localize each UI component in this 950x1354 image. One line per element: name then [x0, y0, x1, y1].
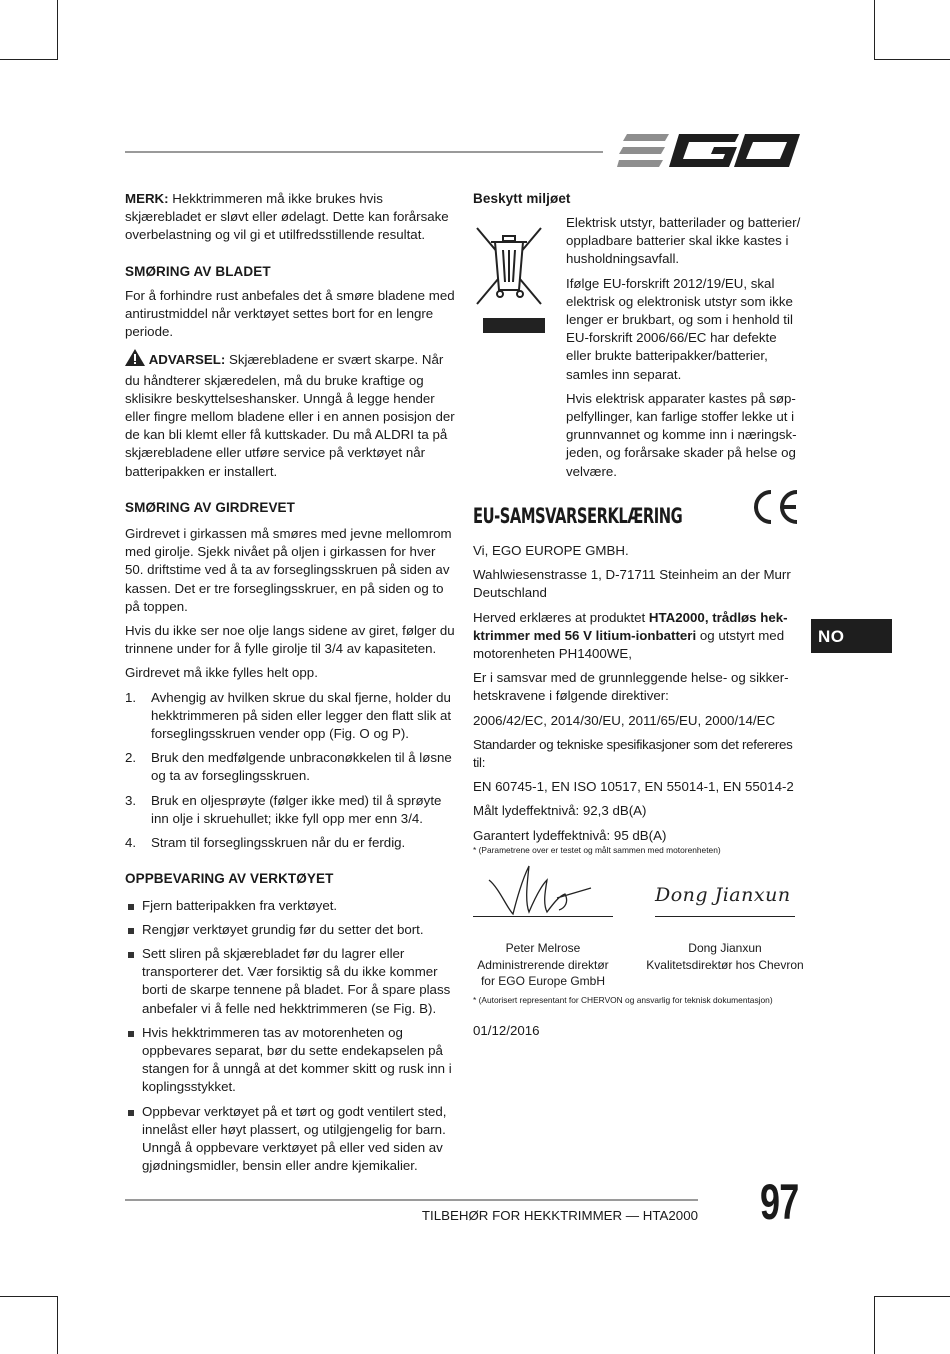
declaration-date: 01/12/2016 — [473, 1023, 540, 1038]
paragraph: Wahlwiesenstrasse 1, D-71711 Steinheim an der Murr Deutschland — [473, 567, 791, 601]
signatory-name: Dong Jianxun — [688, 941, 762, 955]
signatory-name: Peter Melrose — [505, 941, 581, 955]
paragraph: 2006/42/EC, 2014/30/EU, 2011/65/EU, 2000/14/EC — [473, 712, 776, 728]
list-item: 4. Stram til forseglingsskruen når du er ferdig. — [125, 835, 406, 851]
crop-mark — [0, 59, 58, 60]
list-item: 1. Avhengig av hvilken skrue du skal fjerne, holder du hekktrimmeren på siden eller legger den flatt slik at forseglingsskruen vender opp (Fig. O og P). — [125, 689, 452, 742]
signature-line — [655, 916, 795, 917]
signatory-title: Kvalitetsdirektør hos Chevron — [646, 957, 804, 972]
ce-mark-icon — [750, 488, 802, 526]
left-column — [125, 190, 455, 1181]
signature-line — [473, 916, 613, 917]
paragraph: Hvis du ikke ser noe olje langs sidene av giret, følger du trinnene under for å fylle girolje til 3/4 av kapasiteten. — [125, 623, 455, 657]
footer-rule — [125, 1199, 698, 1201]
paragraph: Elektrisk utstyr, batterilader og batterier/ oppladbare batterier skal ikke kastes i husholdningsavfall. — [566, 215, 801, 267]
paragraph: Garantert lydeffektnivå: 95 dB(A) — [473, 827, 667, 843]
signatory-org: for EGO Europe GmbH — [480, 974, 606, 988]
header-rule — [125, 151, 603, 153]
paragraph: Girdrevet i girkassen må smøres med jevne mellomrom med girolje. Sjekk nivået på oljen i girkassen for hver 50. driftstime ved å ta av forseglingsskruen på siden av kassen. Det er tre forseglingsskruer, en på siden og to på toppen. — [125, 526, 452, 614]
warning-label: ADVARSEL: — [148, 352, 226, 368]
weee-bin-icon — [473, 224, 549, 336]
paragraph: Herved erklæres at produktet HTA2000, trådløs hek-ktrimmer med 56 V litium-ionbatteri og utstyrt med motorenheten PH1400WE, — [473, 609, 788, 662]
heading-environment: Beskytt miljøet — [473, 191, 571, 206]
storage-list — [125, 897, 455, 1176]
paragraph: Girdrevet må ikke fylles helt opp. — [125, 665, 318, 681]
paragraph: For å forhindre rust anbefales det å smøre bladene med antirustmiddel når verktøyet settes bort for en lengre periode. — [125, 287, 455, 340]
crop-mark — [57, 1296, 58, 1354]
crop-mark — [874, 1296, 950, 1297]
signature-melrose — [485, 858, 595, 916]
page-number: 97 — [760, 1174, 799, 1230]
warning-icon — [125, 349, 145, 371]
environment-text — [566, 214, 802, 487]
note-paragraph: MERK: Hekktrimmeren må ikke brukes hvis skjærebladet er sløvt eller ødelagt. Dette kan forårsake overbelastning og vil gi et utilfredsstillende resultat. — [125, 191, 449, 243]
list-item: Hvis hekktrimmeren tas av motorenheten og oppbevares separat, bør du sette endekapselen på stangen for å unngå at det kommer skitt og rusk inn i koplingsstykket. — [125, 1024, 455, 1097]
crop-mark — [0, 1296, 58, 1297]
list-item: Rengjør verktøyet grundig før du setter det bort. — [125, 921, 455, 939]
footer-title: TILBEHØR FOR HEKKTRIMMER — HTA2000 — [421, 1208, 698, 1223]
paragraph: Standarder og tekniske spesifikasjoner som det refereres til: — [473, 736, 793, 771]
footnote: * (Autorisert representant for CHERVON og ansvarlig for teknisk dokumentasjon) — [473, 995, 773, 1005]
crop-mark — [57, 0, 58, 60]
heading-gear-lubrication: SMØRING AV GIRDREVET — [125, 499, 296, 515]
paragraph: Hvis elektrisk apparater kastes på søp-pelfyllinger, kan farlige stoffer lekke ut i grunnvannet og komme inn i næringsk-jeden, og forårsake skader på helse og velvære. — [566, 390, 797, 479]
list-item: Oppbevar verktøyet på et tørt og godt ventilert sted, innelåst eller høyt plassert, og utilgjengelig for barn. Unngå å oppbevare verktøyet på eller ved siden av gjødningsmidler, bensin eller andre kjemikalier. — [125, 1103, 455, 1176]
environment-section — [473, 190, 803, 214]
signature-dong: Dong Jianxun — [655, 884, 791, 906]
list-item: Sett sliren på skjærebladet før du lagrer eller transporterer det. Vær forsiktig så du ikke kommer borti de skarpe tennene på bladet. For å spare plass anbefaler vi å felle ned hekktrimmeren (se Fig. B). — [125, 945, 455, 1018]
paragraph: Ifølge EU-forskrift 2012/19/EU, skal elektrisk og elektronisk utstyr som ikke lenger er brukbart, og som i henhold til EU-forskrift 2006/66/EC har defekte eller brukte batteripakker/batterier, samles inn separat. — [566, 275, 793, 382]
paragraph: Vi, EGO EUROPE GMBH. — [473, 543, 629, 558]
list-item: 2. Bruk den medfølgende unbraconøkkelen til å løsne og ta av forseglingsskruen. — [125, 750, 452, 784]
warning-paragraph: ADVARSEL: Skjærebladene er svært skarpe. Når du håndterer skjæredelen, må du bruke kraftige og sklisikre beskyttelseshansker. Unngå å legge hender eller fingre mellom bladene eller i en annen posisjon der de kan bli klemt eller få kuttskader. Du må ALDRI ta på skjærebladene eller utføre service på verktøyet når batteripakken er installert. — [125, 349, 455, 480]
ego-logo — [617, 130, 800, 172]
crop-mark — [874, 0, 875, 60]
heading-storage: OPPBEVARING AV VERKTØYET — [125, 871, 334, 887]
list-item: 3. Bruk en oljesprøyte (følger ikke med) til å sprøyte inn olje i skruehullet; ikke fyll opp mer enn 3/4. — [125, 792, 442, 826]
signatory-1 — [468, 940, 618, 990]
paragraph: Målt lydeffektnivå: 92,3 dB(A) — [473, 803, 647, 819]
paragraph: Er i samsvar med de grunnleggende helse- og sikker-hetskravene i følgende direktiver: — [473, 670, 789, 704]
heading-blade-lubrication: SMØRING AV BLADET — [125, 263, 271, 279]
paragraph: EN 60745-1, EN ISO 10517, EN 55014-1, EN 55014-2 — [473, 779, 794, 795]
steps-list — [125, 689, 455, 853]
signatory-title: Administrerende direktør — [477, 957, 609, 972]
footnote: * (Parametrene over er testet og målt sammen med motorenheten) — [473, 844, 721, 855]
crop-mark — [874, 1296, 875, 1354]
crop-mark — [874, 59, 950, 60]
list-item: Fjern batteripakken fra verktøyet. — [125, 897, 455, 915]
declaration-body — [473, 542, 803, 856]
declaration-title: EU-SAMSVARSERKLÆRING — [473, 504, 683, 528]
language-tab: NO — [811, 619, 892, 653]
signatory-2 — [638, 940, 812, 973]
note-label: MERK: — [125, 191, 169, 206]
